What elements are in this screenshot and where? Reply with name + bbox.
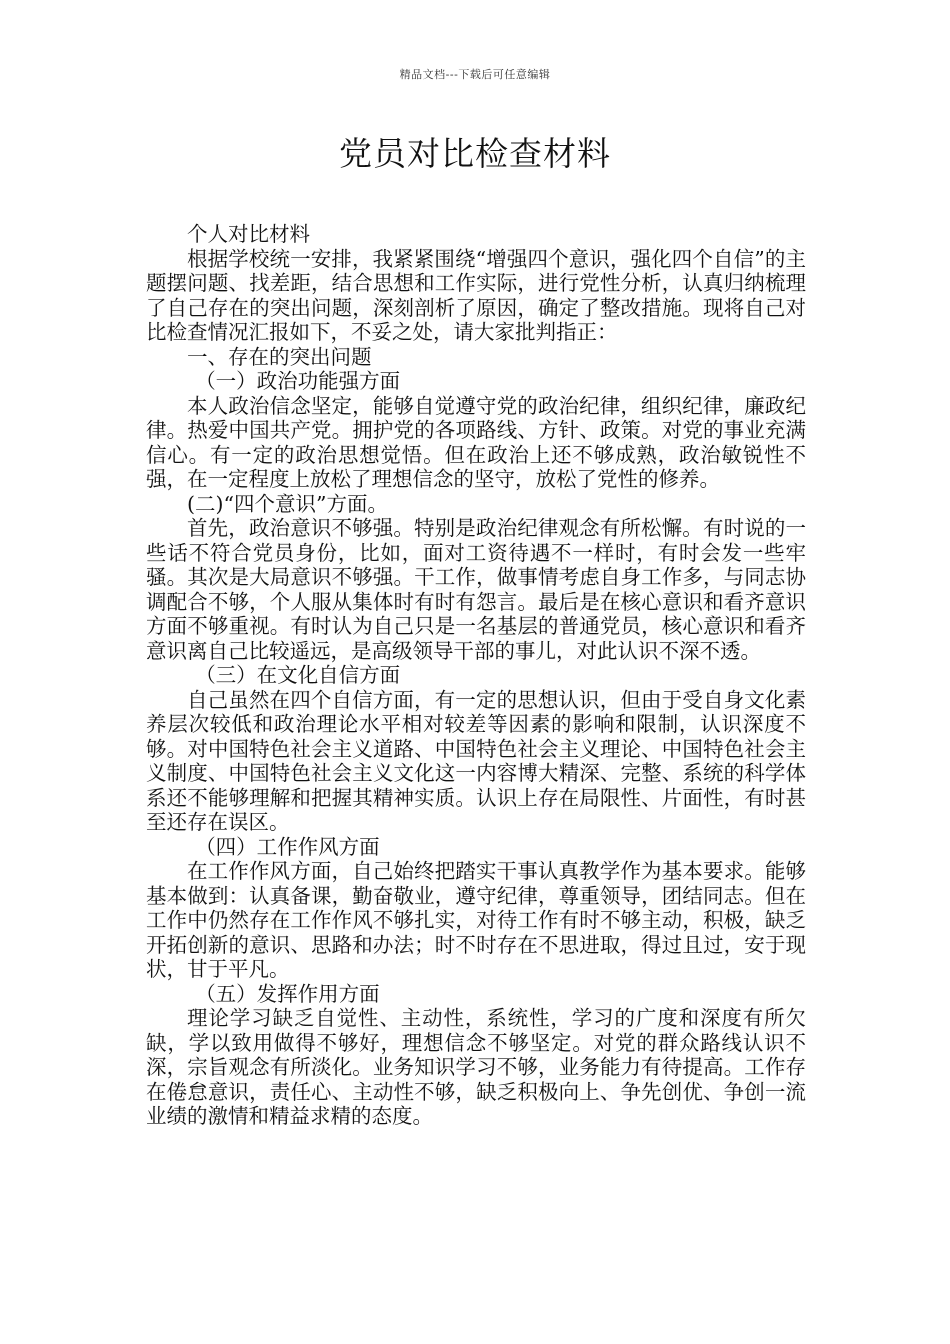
subheading-four-consciousness: (二)“四个意识”方面。 (187, 491, 388, 516)
subheading-role: （五）发挥作用方面 (195, 981, 380, 1006)
heading-section-1: 一、存在的突出问题 (187, 344, 372, 369)
paragraph-intro: 根据学校统一安排，我紧紧围绕“增强四个意识，强化四个自信”的主题摆问题、找差距，结合思想和工作实际，进行党性分析，认真归纳梳理了自己存在的突出问题，深刻剖析了原因，确定了整改措施。现将自己对比检查情况汇报如下，不妥之处，请大家批判指正： (146, 246, 806, 344)
paragraph-cultural-confidence: 自己虽然在四个自信方面，有一定的思想认识，但由于受自身文化素养层次较低和政治理论水平相对较差等因素的影响和限制，认识深度不够。对中国特色社会主义道路、中国特色社会主义理论、中国特色社会主义制度、中国特色社会主义文化这一内容博大精深、完整、系统的科学体系还不能够理解和把握其精神实质。认识上存在局限性、片面性，有时甚至还存在误区。 (146, 687, 806, 834)
document-title: 党员对比检查材料 (339, 134, 611, 173)
subheading-political: （一）政治功能强方面 (195, 369, 401, 393)
paragraph-political: 本人政治信念坚定，能够自觉遵守党的政治纪律，组织纪律，廉政纪律。热爱中国共产党。拥护党的各项路线、方针、政策。对党的事业充满信心。有一定的政治思想觉悟。但在政治上还不够成熟，政治敏锐性不强，在一定程度上放松了理想信念的坚守，放松了党性的修养。 (146, 393, 806, 491)
document-body (146, 222, 806, 1129)
paragraph-work-style: 在工作作风方面，自己始终把踏实干事认真教学作为基本要求。能够基本做到：认真备课，勤奋敬业，遵守纪律，尊重领导，团结同志。但在工作中仍然存在工作作风不够扎实，对待工作有时不够主动，积极，缺乏开拓创新的意识、思路和办法；时不时存在不思进取，得过且过，安于现状，甘于平凡。 (146, 859, 806, 981)
subheading-cultural-confidence: （三）在文化自信方面 (195, 663, 401, 687)
paragraph-role: 理论学习缺乏自觉性、主动性，系统性，学习的广度和深度有所欠缺，学以致用做得不够好，理想信念不够坚定。对党的群众路线认识不深，宗旨观念有所淡化。业务知识学习不够，业务能力有待提高。工作存在倦怠意识，责任心、主动性不够，缺乏积极向上、争先创优、争创一流业绩的激情和精益求精的态度。 (146, 1006, 806, 1128)
subheading-work-style: （四）工作作风方面 (195, 834, 380, 859)
header-note: 精品文档---下载后可任意编辑 (399, 68, 551, 81)
paragraph-personal-material: 个人对比材料 (187, 222, 310, 246)
paragraph-four-consciousness: 首先，政治意识不够强。特别是政治纪律观念有所松懈。有时说的一些话不符合党员身份，比如，面对工资待遇不一样时，有时会发一些牢骚。其次是大局意识不够强。干工作，做事情考虑自身工作多，与同志协调配合不够，个人服从集体时有时有怨言。最后是在核心意识和看齐意识方面不够重视。有时认为自己只是一名基层的普通党员，核心意识和看齐意识离自己比较遥远，是高级领导干部的事儿，对此认识不深不透。 (146, 516, 806, 663)
